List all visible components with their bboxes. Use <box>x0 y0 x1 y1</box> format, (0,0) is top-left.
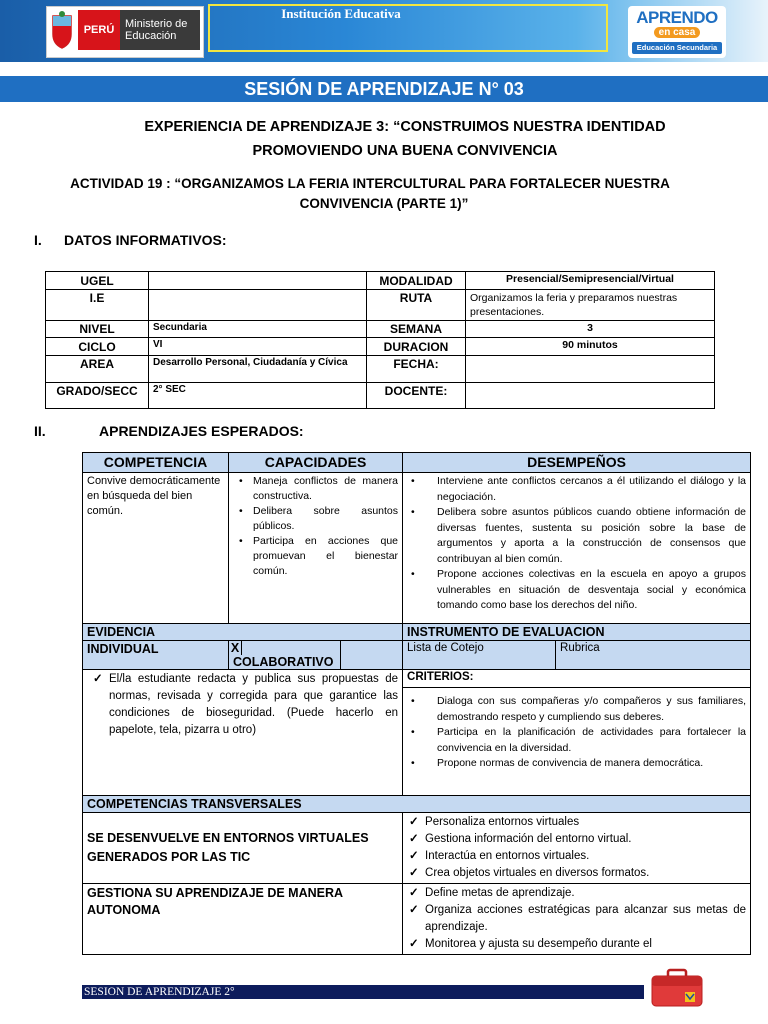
autonoma-item: ✓ Organiza acciones estratégicas para alcanzar sus metas de aprendizaje. <box>425 902 746 936</box>
autonoma-competence: GESTIONA SU APRENDIZAJE DE MANERA AUTONOMA <box>83 884 403 955</box>
colaborativo-mark-box <box>341 641 403 670</box>
activity-title-line2: CONVIVENCIA (PARTE 1)” <box>299 196 469 211</box>
criterios-header: CRITERIOS: <box>403 670 751 688</box>
footer-bar: SESION DE APRENDIZAJE 2° <box>82 985 644 999</box>
section1-number: I. <box>34 232 42 248</box>
duracion-value: 90 minutos <box>466 338 715 356</box>
tic-cell <box>403 813 751 884</box>
tic-competence: SE DESENVUELVE EN ENTORNOS VIRTUALES GENERADOS POR LAS TIC <box>83 813 403 884</box>
docente-value <box>466 383 715 409</box>
grado-value: 2° SEC <box>149 383 367 409</box>
fecha-value <box>466 356 715 383</box>
rubrica-option: Rubrica <box>556 641 751 670</box>
section1-heading: DATOS INFORMATIVOS: <box>64 232 227 248</box>
desempeno-item: • Propone acciones colectivas en la escuela en apoyo a grupos vulnerables en situación de desventaja social y económica tomando como base los derechos del niño. <box>437 567 746 614</box>
experience-title-line1: EXPERIENCIA DE APRENDIZAJE 3: “CONSTRUIMOS NUESTRA IDENTIDAD <box>144 119 666 135</box>
criterios-cell <box>403 688 751 796</box>
autonoma-item: ✓ Define metas de aprendizaje. <box>425 885 746 902</box>
semana-label: SEMANA <box>367 321 466 338</box>
modalidad-label: MODALIDAD <box>367 272 466 290</box>
datos-informativos-table <box>45 271 715 409</box>
desempeno-item: • Delibera sobre asuntos públicos cuando obtiene información de diversas fuentes, sustenta su posición sobre la base de argumentos y aporta a la construcción de consensos que contribuyan al bien común. <box>437 505 746 567</box>
evidencia-text: ✓ El/la estudiante redacta y publica sus propuestas de normas, revisada y corregida para que garantice las condiciones de bioseguridad. (Puede hacerlo en papelote, tela, pizarra u otro) <box>109 671 398 739</box>
colaborativo-cell <box>229 641 341 670</box>
ruta-label: RUTA <box>367 290 466 321</box>
tic-item: ✓ Gestiona información del entorno virtual. <box>425 831 746 848</box>
individual-mark: X <box>229 641 242 655</box>
ciclo-label: CICLO <box>46 338 149 356</box>
tic-item: ✓ Personaliza entornos virtuales <box>425 814 746 831</box>
desempenos-cell <box>403 473 751 624</box>
competencia-text: Convive democráticamente en búsqueda del bien común. <box>83 473 229 624</box>
competencia-header: COMPETENCIA <box>83 453 229 473</box>
capacidad-item: • Participa en acciones que promuevan el bienestar común. <box>239 534 398 579</box>
instrumento-header: INSTRUMENTO DE EVALUACION <box>403 624 751 641</box>
institution-label: Institución Educativa <box>281 6 401 21</box>
criterio-item: • Participa en la planificación de actividades para fortalecer la convivencia en la diversidad. <box>437 725 746 756</box>
section2-heading: APRENDIZAJES ESPERADOS: <box>99 423 304 439</box>
briefcase-icon <box>648 968 706 1008</box>
experience-title-line2: PROMOVIENDO UNA BUENA CONVIVENCIA <box>252 143 558 159</box>
desempeno-item: • Interviene ante conflictos cercanos a él utilizando el diálogo y la negociación. <box>437 474 746 505</box>
capacidades-header: CAPACIDADES <box>229 453 403 473</box>
semana-value: 3 <box>466 321 715 338</box>
section2-number: II. <box>34 423 46 439</box>
peru-label: PERÚ <box>78 10 120 50</box>
evidencia-header: EVIDENCIA <box>83 624 403 641</box>
nivel-value: Secundaria <box>149 321 367 338</box>
evidencia-cell <box>83 670 403 796</box>
capacidad-item: • Delibera sobre asuntos públicos. <box>239 504 398 534</box>
ruta-value: Organizamos la feria y preparamos nuestras presentaciones. <box>466 290 715 321</box>
tic-item: ✓ Crea objetos virtuales en diversos formatos. <box>425 865 746 882</box>
aprendo-logo-text: APRENDO <box>636 8 718 27</box>
ugel-label: UGEL <box>46 272 149 290</box>
ie-label: I.E <box>46 290 149 321</box>
ministry-label: Ministerio de Educación <box>120 10 200 50</box>
capacidad-item: • Maneja conflictos de manera constructiva. <box>239 474 398 504</box>
individual-option: INDIVIDUAL <box>83 641 229 670</box>
fecha-label: FECHA: <box>367 356 466 383</box>
ie-value <box>149 290 367 321</box>
ugel-value <box>149 272 367 290</box>
aprendo-logo-level: Educación Secundaria <box>632 42 722 54</box>
tic-item: ✓ Interactúa en entornos virtuales. <box>425 848 746 865</box>
lista-cotejo-option: Lista de Cotejo <box>403 641 556 670</box>
aprendizajes-table <box>82 452 751 955</box>
session-title: SESIÓN DE APRENDIZAJE N° 03 <box>0 76 768 102</box>
ciclo-value: VI <box>149 338 367 356</box>
area-value: Desarrollo Personal, Ciudadanía y Cívica <box>149 356 367 383</box>
criterio-item: • Dialoga con sus compañeras y/o compañeros y sus familiares, demostrando respeto y cumpliendo sus deberes. <box>437 694 746 725</box>
peru-coat-of-arms-icon <box>50 10 74 50</box>
transversales-header: COMPETENCIAS TRANSVERSALES <box>83 796 751 813</box>
grado-label: GRADO/SECC <box>46 383 149 409</box>
desempenos-header: DESEMPEÑOS <box>403 453 751 473</box>
nivel-label: NIVEL <box>46 321 149 338</box>
capacidades-cell <box>229 473 403 624</box>
autonoma-item: ✓ Monitorea y ajusta su desempeño durante el <box>425 936 746 953</box>
area-label: AREA <box>46 356 149 383</box>
autonoma-cell <box>403 884 751 955</box>
duracion-label: DURACION <box>367 338 466 356</box>
docente-label: DOCENTE: <box>367 383 466 409</box>
colaborativo-option: COLABORATIVO <box>233 655 334 669</box>
activity-title-line1: ACTIVIDAD 19 : “ORGANIZAMOS LA FERIA INTERCULTURAL PARA FORTALECER NUESTRA <box>70 176 670 191</box>
modalidad-value: Presencial/Semipresencial/Virtual <box>466 272 715 290</box>
criterio-item: • Propone normas de convivencia de manera democrática. <box>437 756 746 772</box>
aprendo-logo-subtext: en casa <box>628 27 726 38</box>
